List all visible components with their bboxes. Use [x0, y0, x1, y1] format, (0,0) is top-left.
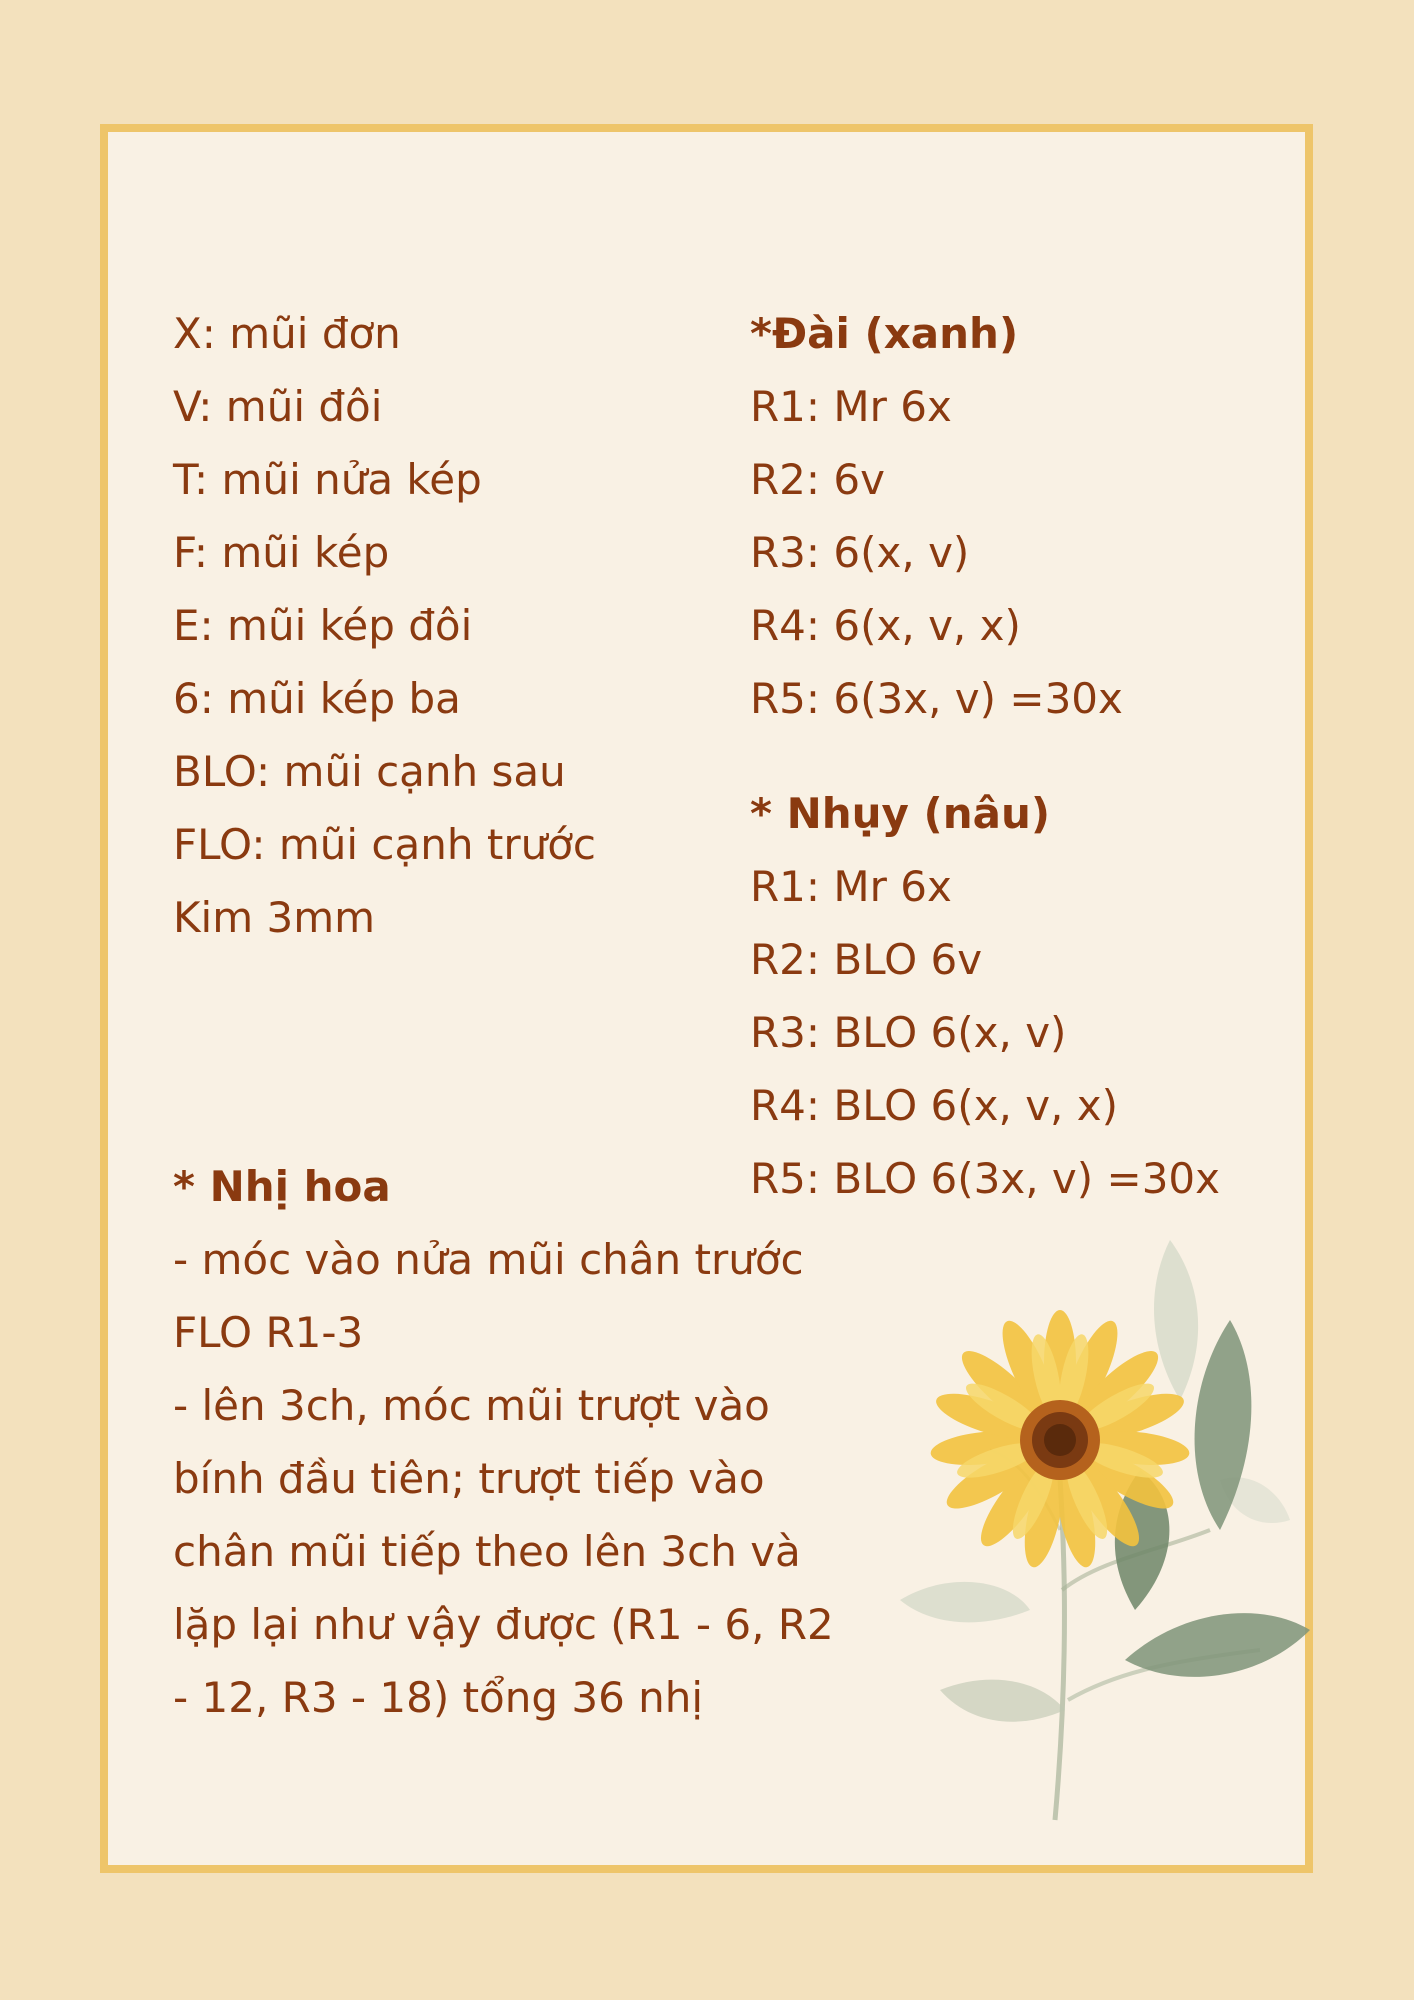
legend-item: Kim 3mm	[173, 893, 376, 942]
stamen-line: bính đầu tiên; trượt tiếp vào	[173, 1454, 765, 1503]
calyx-row: R1: Mr 6x	[750, 382, 952, 431]
calyx-row: R5: 6(3x, v) =30x	[750, 674, 1123, 723]
stamen-line: - 12, R3 - 18) tổng 36 nhị	[173, 1673, 704, 1722]
right-column	[750, 297, 1220, 1215]
legend-item: V: mũi đôi	[173, 382, 383, 431]
legend-item: X: mũi đơn	[173, 309, 401, 358]
pistil-heading: * Nhụy (nâu)	[750, 789, 1051, 838]
stamen-line: chân mũi tiếp theo lên 3ch và	[173, 1527, 801, 1576]
pistil-row: R3: BLO 6(x, v)	[750, 1008, 1067, 1057]
stamen-line: FLO R1-3	[173, 1308, 364, 1357]
stamen-heading: * Nhị hoa	[173, 1162, 391, 1211]
legend-item: F: mũi kép	[173, 528, 390, 577]
stamen-line: - móc vào nửa mũi chân trước	[173, 1235, 804, 1284]
legend-item: BLO: mũi cạnh sau	[173, 747, 566, 796]
pistil-row: R4: BLO 6(x, v, x)	[750, 1081, 1118, 1130]
calyx-row: R3: 6(x, v)	[750, 528, 970, 577]
calyx-heading: *Đài (xanh)	[750, 309, 1019, 358]
stamen-line: lặp lại như vậy được (R1 - 6, R2	[173, 1600, 834, 1649]
legend-item: FLO: mũi cạnh trước	[173, 820, 596, 869]
stamen-line: - lên 3ch, móc mũi trượt vào	[173, 1381, 770, 1430]
stitch-legend	[173, 297, 596, 954]
legend-item: T: mũi nửa kép	[173, 455, 482, 504]
sunflower-illustration	[880, 1230, 1320, 1850]
legend-item: E: mũi kép đôi	[173, 601, 473, 650]
stamen-section	[173, 1150, 834, 1734]
pistil-row: R2: BLO 6v	[750, 935, 983, 984]
pistil-row: R1: Mr 6x	[750, 862, 952, 911]
pistil-row: R5: BLO 6(3x, v) =30x	[750, 1154, 1220, 1203]
calyx-row: R4: 6(x, v, x)	[750, 601, 1021, 650]
calyx-row: R2: 6v	[750, 455, 885, 504]
legend-item: 6: mũi kép ba	[173, 674, 461, 723]
